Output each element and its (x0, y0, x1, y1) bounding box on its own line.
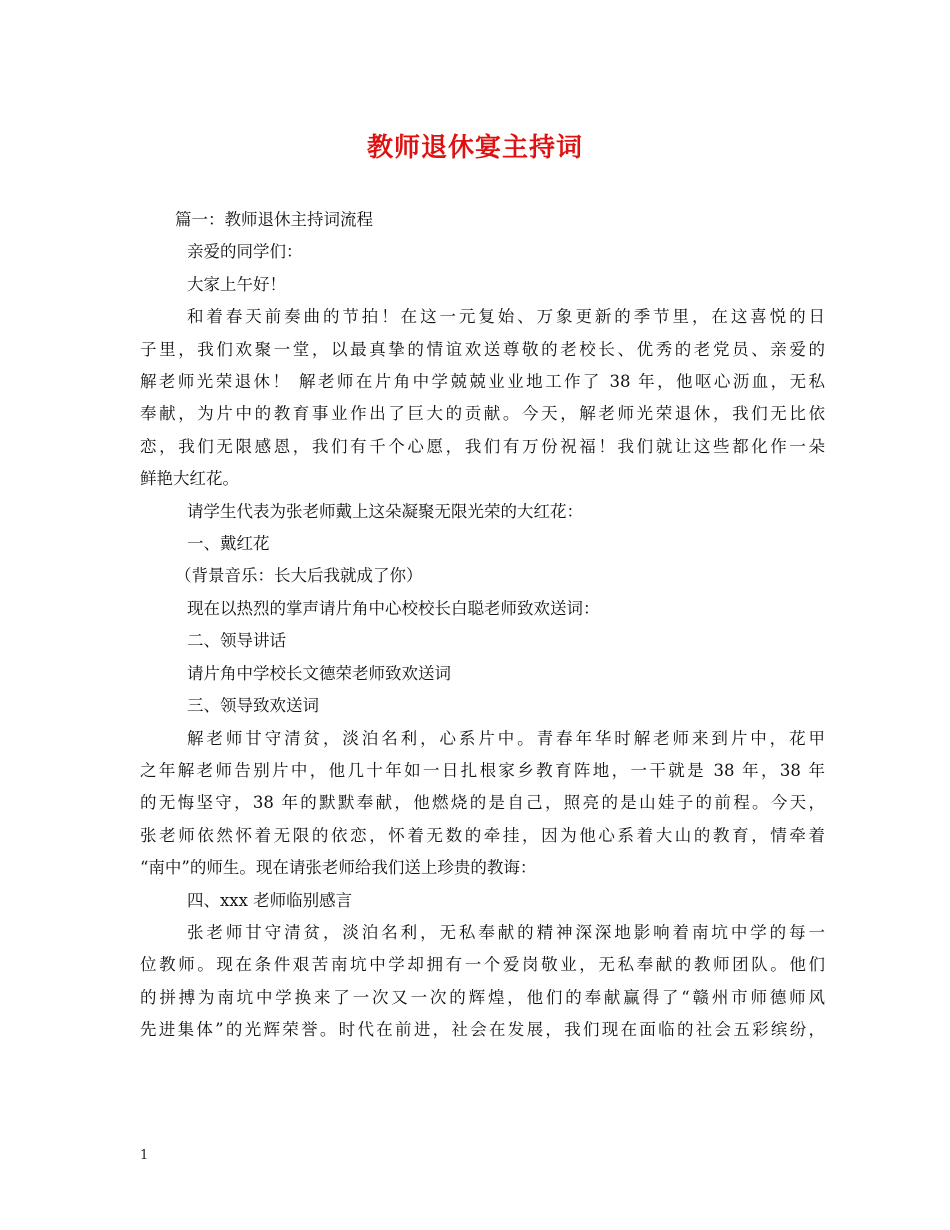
paragraph-line: 恋，我们无限感恩，我们有千个心愿，我们有万份祝福！我们就让这些都化作一朵 (140, 436, 825, 456)
text-line: 大家上午好！ (187, 274, 286, 294)
paragraph-line: 鲜艳大红花。 (140, 469, 239, 489)
text-line: 现在以热烈的掌声请片角中心校校长白聪老师致欢送词： (187, 598, 600, 618)
document-title: 教师退休宴主持词 (366, 133, 583, 163)
text-line: 一、戴红花 (187, 534, 270, 554)
paragraph-line: 奉献，为片中的教育事业作出了巨大的贡献。今天，解老师光荣退休，我们无比依 (140, 404, 825, 424)
document-body (140, 204, 825, 1047)
text-line: （背景音乐：长大后我就成了你） (175, 566, 423, 586)
page-number: 1 (140, 1148, 149, 1163)
paragraph-line: “南中”的师生。现在请张老师给我们送上珍贵的教诲： (140, 858, 537, 878)
paragraph-line: 解老师光荣退休！ 解老师在片角中学兢兢业业地工作了 38 年，他呕心沥血，无私 (140, 372, 825, 392)
text-line: 亲爱的同学们： (187, 242, 303, 262)
text-line: 四、xxx 老师临别感言 (187, 890, 353, 910)
text-line: 二、领导讲话 (187, 631, 286, 651)
paragraph-line: 张老师甘守清贫，淡泊名利，无私奉献的精神深深地影响着南坑中学的每一 (187, 922, 825, 942)
text-line: 三、领导致欢送词 (187, 696, 319, 716)
paragraph-line: 解老师甘守清贫，淡泊名利，心系片中。青春年华时解老师来到片中，花甲 (187, 728, 825, 748)
paragraph-line: 子里，我们欢聚一堂，以最真挚的情谊欢送尊敬的老校长、优秀的老党员、亲爱的 (140, 339, 825, 359)
text-line: 请学生代表为张老师戴上这朵凝聚无限光荣的大红花： (187, 501, 583, 521)
paragraph-line: 之年解老师告别片中，他几十年如一日扎根家乡教育阵地，一干就是 38 年，38 年 (140, 760, 825, 780)
paragraph-line: 的无悔坚守，38 年的默默奉献，他燃烧的是自己，照亮的是山娃子的前程。今天， (140, 793, 825, 813)
paragraph-line: 张老师依然怀着无限的依恋，怀着无数的牵挂，因为他心系着大山的教育，情牵着 (140, 825, 825, 845)
paragraph-line: 位教师。现在条件艰苦南坑中学却拥有一个爱岗敬业，无私奉献的教师团队。他们 (140, 955, 825, 975)
paragraph-line: 的拼搏为南坑中学换来了一次又一次的辉煌，他们的奉献赢得了“赣州市师德师风 (140, 987, 825, 1007)
section-heading: 篇一：教师退休主持词流程 (175, 210, 373, 229)
paragraph-line: 和着春天前奏曲的节拍！在这一元复始、万象更新的季节里，在这喜悦的日 (187, 307, 825, 327)
text-line: 请片角中学校长文德荣老师致欢送词 (187, 663, 451, 683)
paragraph-line: 先进集体”的光辉荣誉。时代在前进，社会在发展，我们现在面临的社会五彩缤纷， (140, 1020, 825, 1040)
